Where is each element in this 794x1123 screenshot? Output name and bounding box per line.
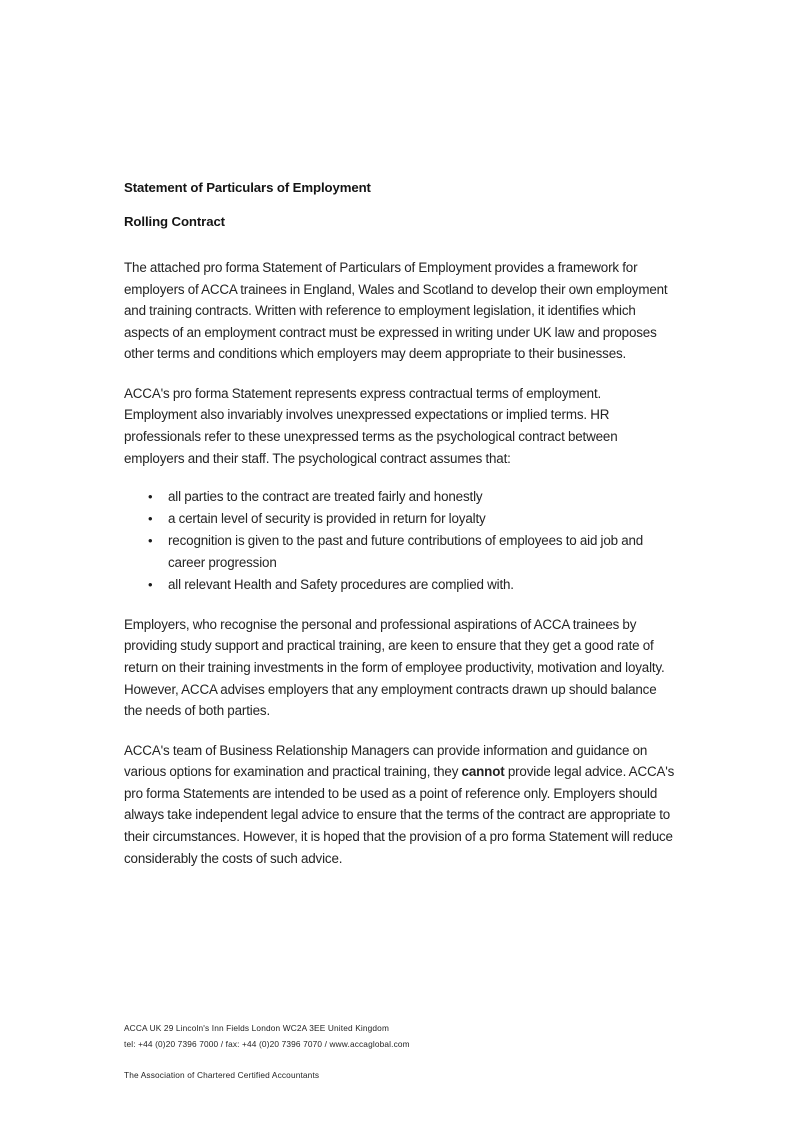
list-item-label: all parties to the contract are treated fairly and honestly: [168, 489, 483, 505]
bullet-dot-icon: •: [148, 533, 153, 549]
bullet-dot-icon: •: [148, 489, 153, 505]
list-item: [124, 574, 676, 596]
paragraph-legal-advice: [124, 740, 676, 870]
list-item: [124, 486, 676, 508]
psychological-contract-bullet-list: [124, 486, 676, 595]
bullet-dot-icon: •: [148, 577, 153, 593]
document-body: [124, 181, 676, 887]
footer-association: The Association of Chartered Certified Accountants: [124, 1070, 320, 1080]
document-title: Statement of Particulars of Employment: [124, 180, 371, 195]
document-subtitle: Rolling Contract: [124, 213, 225, 229]
list-item: [124, 508, 676, 530]
list-item: [124, 530, 676, 573]
list-item-label: recognition is given to the past and future contributions of employees to aid job and career progression: [168, 533, 644, 571]
footer-contact: tel: +44 (0)20 7396 7000 / fax: +44 (0)20 7396 7070 / www.accaglobal.com: [124, 1038, 410, 1049]
footer-address: ACCA UK 29 Lincoln's Inn Fields London WC2A 3EE United Kingdom: [124, 1023, 389, 1033]
bullet-dot-icon: •: [148, 511, 153, 527]
paragraph-legal-advice-part-2: provide legal advice. ACCA's pro forma Statements are intended to be used as a point of reference only. Employers should always take independent legal advice to ensure that the terms of the contract are appropriate to their circumstances. However, it is hoped that the provision of a pro forma Statement will reduce considerably the costs of such advice.: [124, 764, 675, 866]
paragraph-legal-advice-part-1: ACCA's team of Business Relationship Managers can provide information and guidance on various options for examination and practical training, they: [124, 742, 648, 780]
paragraph-employers-aspirations: Employers, who recognise the personal and professional aspirations of ACCA trainees by providing study support and practical training, are keen to ensure that they get a good rate of return on their training investments in the form of employee productivity, motivation and loyalty. However, ACCA advises employers that any employment contracts drawn up should balance the needs of both parties.: [124, 616, 665, 719]
list-item-label: a certain level of security is provided in return for loyalty: [168, 511, 486, 527]
document-footer: [124, 1021, 684, 1084]
paragraph-psychological-contract: ACCA's pro forma Statement represents express contractual terms of employment. Employment also invariably involves unexpressed expectations or implied terms. HR professionals refer to these unexpressed terms as the psychological contract between employers and their staff. The psychological contract assumes that:: [124, 385, 618, 466]
list-item-label: all relevant Health and Safety procedures are complied with.: [168, 577, 514, 593]
paragraph-legal-advice-emphasis: cannot: [461, 764, 505, 780]
paragraph-intro: The attached pro forma Statement of Particulars of Employment provides a framework for employers of ACCA trainees in England, Wales and Scotland to develop their own employment and training contracts. Written with reference to employment legislation, it identifies which aspects of an employment contract must be expressed in writing under UK law and proposes other terms and conditions which employers may deem appropriate to their businesses.: [124, 259, 668, 362]
